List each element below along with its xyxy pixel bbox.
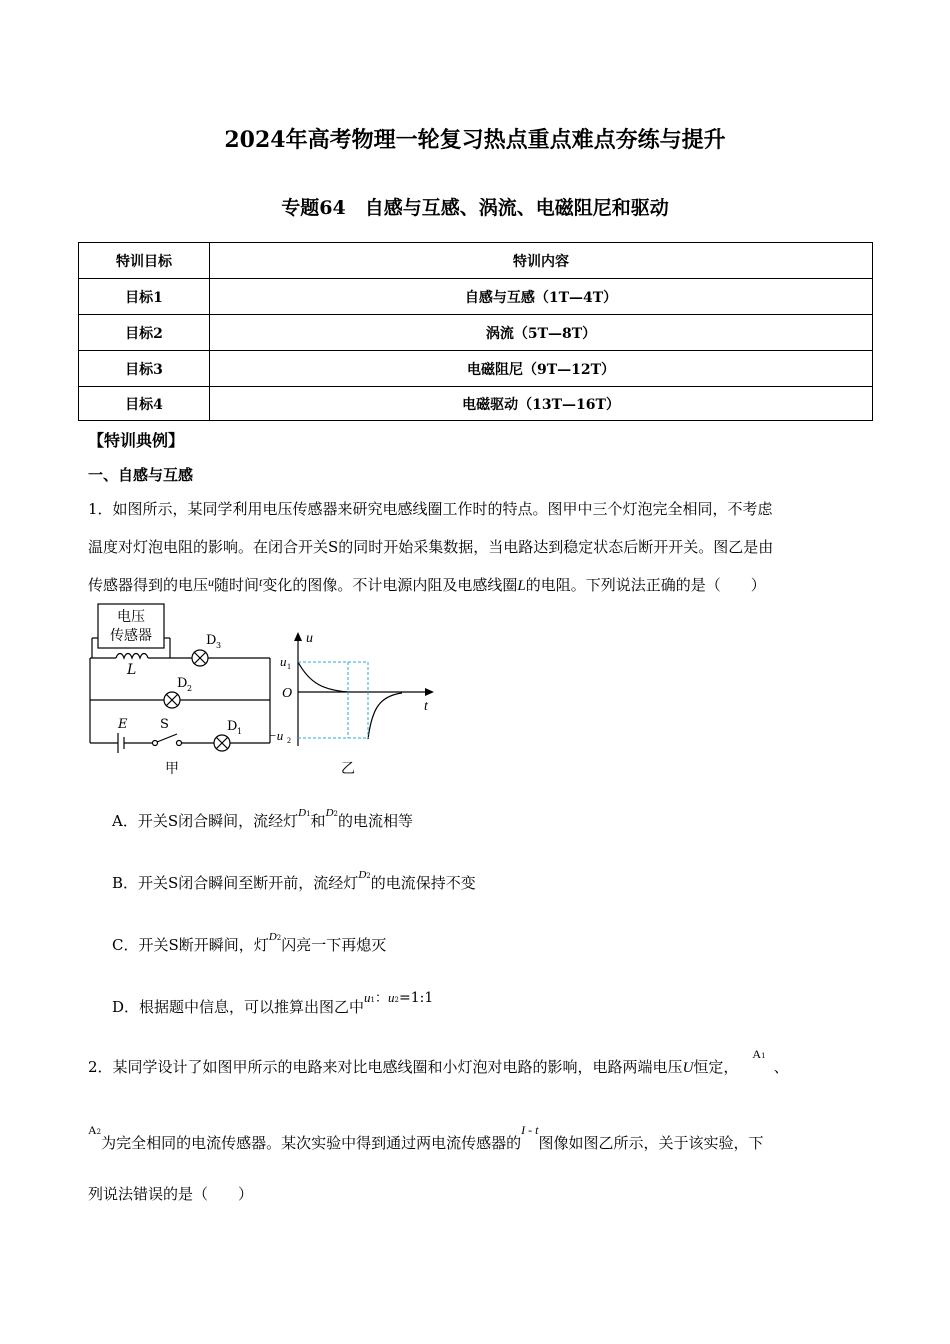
table-cell-goal: 目标2 xyxy=(79,315,210,351)
section-examples-heading: 【特训典例】 xyxy=(88,431,185,450)
q1-option-b[interactable]: B．开关S闭合瞬间至断开前，流经灯D2的电流保持不变 xyxy=(112,869,476,892)
svg-text:3: 3 xyxy=(216,641,222,650)
document-subtitle: 专题64 自感与互感、涡流、电磁阻尼和驱动 xyxy=(281,197,669,219)
switch-label: S xyxy=(160,717,169,732)
circuit-diagram xyxy=(80,600,280,780)
svg-text:1: 1 xyxy=(237,727,243,736)
battery-label: E xyxy=(118,717,128,732)
table-header-goal: 特训目标 xyxy=(79,243,210,279)
q2-line1: 2．某同学设计了如图甲所示的电路来对比电感线圈和小灯泡对电路的影响，电路两端电压U恒定，A1、 xyxy=(88,1047,789,1076)
q2-line2: A2为完全相同的电流传感器。某次实验中得到通过两电流传感器的I - t图像如图乙所示，关于该实验，下 xyxy=(88,1123,764,1152)
graph-origin: O xyxy=(282,686,293,701)
figure-caption-a: 甲 xyxy=(165,761,179,777)
q1-option-a[interactable]: A．开关S闭合瞬间，流经灯D1和D2的电流相等 xyxy=(112,807,413,830)
inductor-label: L xyxy=(127,662,137,678)
svg-text:1: 1 xyxy=(287,662,291,671)
lamp-d1-label: D xyxy=(227,719,238,734)
table-header-row xyxy=(79,243,873,279)
table-cell-content: 自感与互感（1T—4T） xyxy=(210,279,873,315)
table-cell-goal: 目标3 xyxy=(79,351,210,387)
sensor-label-line2: 传感器 xyxy=(110,628,152,644)
table-header-content: 特训内容 xyxy=(210,243,873,279)
q1-option-c[interactable]: C．开关S断开瞬间，灯D2闪亮一下再熄灭 xyxy=(112,931,387,954)
q1-line2: 温度对灯泡电阻的影响。在闭合开关S的同时开始采集数据，当电路达到稳定状态后断开开关。图乙是由 xyxy=(88,538,774,556)
table-cell-content: 涡流（5T—8T） xyxy=(210,315,873,351)
document-title: 2024年高考物理一轮复习热点重点难点夯练与提升 xyxy=(224,127,726,153)
figure-caption-b: 乙 xyxy=(341,761,355,777)
table-cell-goal: 目标1 xyxy=(79,279,210,315)
graph-neg-u2-label: −u xyxy=(268,728,284,743)
svg-text:2: 2 xyxy=(187,684,193,693)
table-row xyxy=(79,315,873,351)
svg-text:2: 2 xyxy=(287,736,291,745)
section-part1-heading: 一、自感与互感 xyxy=(88,466,194,484)
q1-option-d[interactable]: D．根据题中信息，可以推算出图乙中u1：u2=1:1 xyxy=(112,990,434,1016)
lamp-d2-label: D xyxy=(177,676,188,691)
table-row xyxy=(79,351,873,387)
graph-axis-t: t xyxy=(424,699,428,714)
q1-line3: 传感器得到的电压$^u$随时间$^t$变化的图像。不计电源内阻及电感线圈L的电阻。下列说法正确的是（ ） xyxy=(88,575,766,594)
goals-table xyxy=(78,242,873,421)
table-cell-goal: 目标4 xyxy=(79,387,210,421)
lamp-d3-label: D xyxy=(206,633,217,648)
table-row xyxy=(79,387,873,421)
sensor-label-line1: 电压 xyxy=(117,609,145,625)
table-row xyxy=(79,279,873,315)
q2-line3: 列说法错误的是（ ） xyxy=(88,1185,254,1203)
table-cell-content: 电磁阻尼（9T—12T） xyxy=(210,351,873,387)
table-cell-content: 电磁驱动（13T—16T） xyxy=(210,387,873,421)
graph-u1-label: u xyxy=(280,654,287,669)
q1-line1: 1．如图所示，某同学利用电压传感器来研究电感线圈工作时的特点。图甲中三个灯泡完全相同，不考虑 xyxy=(88,500,773,518)
graph-axis-u: u xyxy=(306,631,313,646)
voltage-time-graph xyxy=(262,628,442,780)
